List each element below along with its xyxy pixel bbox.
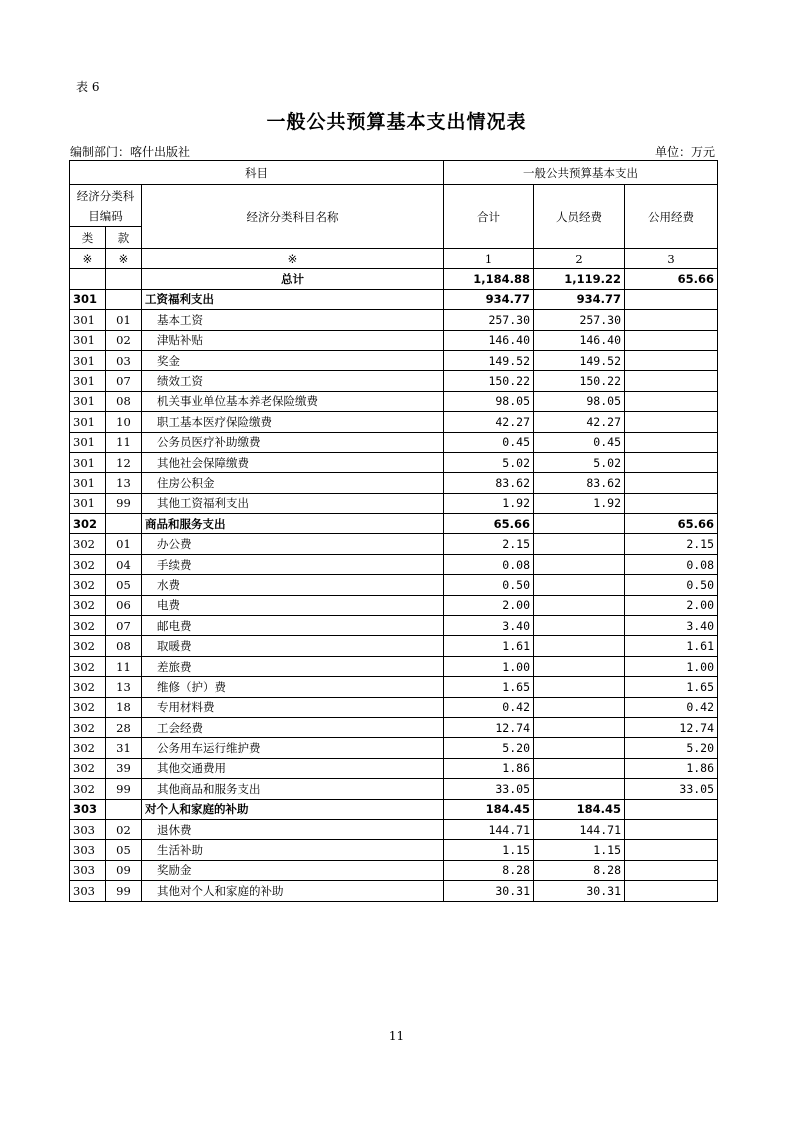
cell-public: 1.00 — [625, 656, 718, 676]
table-row — [70, 554, 718, 574]
cell-name: 其他工资福利支出 — [142, 493, 444, 513]
table-row — [70, 758, 718, 778]
cell-lei: 301 — [70, 473, 106, 493]
cell-lei: 303 — [70, 881, 106, 901]
cell-name: 总计 — [142, 269, 444, 289]
table-row — [70, 881, 718, 901]
cell-kuan: 13 — [106, 677, 142, 697]
cell-total: 0.42 — [444, 697, 534, 717]
cell-total: 83.62 — [444, 473, 534, 493]
cell-kuan: 39 — [106, 758, 142, 778]
cell-personnel — [534, 779, 625, 799]
cell-total: 5.20 — [444, 738, 534, 758]
cell-lei: 301 — [70, 330, 106, 350]
cell-name: 生活补助 — [142, 840, 444, 860]
header-row-top — [70, 161, 718, 185]
cell-total: 30.31 — [444, 881, 534, 901]
cell-lei: 301 — [70, 432, 106, 452]
cell-total: 0.50 — [444, 575, 534, 595]
cell-personnel: 5.02 — [534, 452, 625, 472]
cell-personnel: 8.28 — [534, 860, 625, 880]
header-budget: 一般公共预算基本支出 — [444, 161, 718, 185]
cell-personnel — [534, 697, 625, 717]
cell-total: 8.28 — [444, 860, 534, 880]
cell-lei: 302 — [70, 656, 106, 676]
cell-public: 12.74 — [625, 717, 718, 737]
cell-kuan — [106, 269, 142, 289]
table-number-label: 表 6 — [76, 80, 100, 94]
table-row — [70, 412, 718, 432]
cell-public: 2.15 — [625, 534, 718, 554]
cell-total: 33.05 — [444, 779, 534, 799]
cell-name: 机关事业单位基本养老保险缴费 — [142, 391, 444, 411]
cell-kuan — [106, 514, 142, 534]
cell-name: 奖金 — [142, 350, 444, 370]
cell-public: 33.05 — [625, 779, 718, 799]
cell-kuan: 07 — [106, 616, 142, 636]
expenditure-table — [69, 160, 718, 902]
table-row — [70, 350, 718, 370]
cell-personnel: 1.92 — [534, 493, 625, 513]
header-row-index — [70, 249, 718, 269]
cell-public — [625, 371, 718, 391]
cell-kuan: 05 — [106, 840, 142, 860]
cell-public: 1.61 — [625, 636, 718, 656]
table-row — [70, 310, 718, 330]
cell-kuan: 11 — [106, 432, 142, 452]
cell-kuan — [106, 289, 142, 309]
cell-name: 退休费 — [142, 819, 444, 839]
cell-public: 1.65 — [625, 677, 718, 697]
cell-name: 取暖费 — [142, 636, 444, 656]
cell-lei: 301 — [70, 452, 106, 472]
cell-public — [625, 799, 718, 819]
cell-public: 0.42 — [625, 697, 718, 717]
table-row — [70, 371, 718, 391]
cell-lei: 302 — [70, 595, 106, 615]
cell-public — [625, 412, 718, 432]
table-row — [70, 595, 718, 615]
table-row — [70, 738, 718, 758]
header-subject: 科目 — [70, 161, 444, 185]
cell-public — [625, 452, 718, 472]
cell-lei: 301 — [70, 350, 106, 370]
cell-public — [625, 330, 718, 350]
cell-total: 1.00 — [444, 656, 534, 676]
table-row — [70, 432, 718, 452]
cell-kuan: 11 — [106, 656, 142, 676]
unit-label: 单位：万元 — [654, 145, 715, 159]
cell-personnel — [534, 514, 625, 534]
cell-lei: 301 — [70, 310, 106, 330]
table-row — [70, 697, 718, 717]
header-total: 合计 — [444, 185, 534, 249]
cell-name: 工会经费 — [142, 717, 444, 737]
cell-name: 基本工资 — [142, 310, 444, 330]
cell-personnel: 1.15 — [534, 840, 625, 860]
cell-total: 146.40 — [444, 330, 534, 350]
table-row — [70, 656, 718, 676]
cell-public: 2.00 — [625, 595, 718, 615]
cell-kuan — [106, 799, 142, 819]
cell-lei: 302 — [70, 758, 106, 778]
table-row — [70, 860, 718, 880]
cell-lei: 302 — [70, 514, 106, 534]
cell-personnel: 0.45 — [534, 432, 625, 452]
cell-name: 邮电费 — [142, 616, 444, 636]
cell-lei: 301 — [70, 289, 106, 309]
cell-name: 水费 — [142, 575, 444, 595]
cell-name: 津贴补贴 — [142, 330, 444, 350]
cell-lei: 302 — [70, 534, 106, 554]
cell-name: 公务用车运行维护费 — [142, 738, 444, 758]
cell-name: 职工基本医疗保险缴费 — [142, 412, 444, 432]
cell-personnel: 934.77 — [534, 289, 625, 309]
cell-total: 1.86 — [444, 758, 534, 778]
cell-total: 42.27 — [444, 412, 534, 432]
cell-public — [625, 860, 718, 880]
cell-public — [625, 391, 718, 411]
cell-total: 0.45 — [444, 432, 534, 452]
cell-personnel — [534, 758, 625, 778]
cell-public — [625, 310, 718, 330]
cell-lei: 302 — [70, 717, 106, 737]
table-row — [70, 575, 718, 595]
cell-personnel: 146.40 — [534, 330, 625, 350]
table-row — [70, 840, 718, 860]
cell-lei: 302 — [70, 677, 106, 697]
cell-lei — [70, 269, 106, 289]
cell-total: 149.52 — [444, 350, 534, 370]
cell-personnel — [534, 717, 625, 737]
cell-personnel — [534, 656, 625, 676]
header-row-mid — [70, 185, 718, 227]
cell-personnel — [534, 636, 625, 656]
cell-lei: 303 — [70, 799, 106, 819]
header-code: 经济分类科目编码 — [70, 185, 142, 227]
cell-total: 150.22 — [444, 371, 534, 391]
cell-personnel — [534, 677, 625, 697]
cell-personnel: 257.30 — [534, 310, 625, 330]
cell-name: 其他对个人和家庭的补助 — [142, 881, 444, 901]
cell-total: 12.74 — [444, 717, 534, 737]
index-col-2: 2 — [534, 249, 625, 269]
cell-personnel: 144.71 — [534, 819, 625, 839]
cell-lei: 301 — [70, 391, 106, 411]
cell-personnel — [534, 534, 625, 554]
table-row — [70, 493, 718, 513]
cell-lei: 302 — [70, 697, 106, 717]
header-kuan: 款 — [106, 227, 142, 249]
cell-public — [625, 432, 718, 452]
cell-personnel: 30.31 — [534, 881, 625, 901]
cell-kuan: 28 — [106, 717, 142, 737]
cell-name: 维修（护）费 — [142, 677, 444, 697]
cell-kuan: 02 — [106, 330, 142, 350]
cell-personnel: 149.52 — [534, 350, 625, 370]
cell-kuan: 04 — [106, 554, 142, 574]
table-row — [70, 473, 718, 493]
table-row — [70, 779, 718, 799]
table-row — [70, 452, 718, 472]
cell-total: 3.40 — [444, 616, 534, 636]
marker-lei: ※ — [70, 249, 106, 269]
cell-lei: 301 — [70, 493, 106, 513]
cell-public — [625, 840, 718, 860]
page-title: 一般公共预算基本支出情况表 — [266, 111, 527, 133]
table-row — [70, 677, 718, 697]
table-row — [70, 799, 718, 819]
cell-lei: 301 — [70, 412, 106, 432]
cell-total: 934.77 — [444, 289, 534, 309]
cell-name: 商品和服务支出 — [142, 514, 444, 534]
cell-lei: 303 — [70, 819, 106, 839]
cell-kuan: 06 — [106, 595, 142, 615]
cell-lei: 302 — [70, 616, 106, 636]
table-row — [70, 330, 718, 350]
cell-name: 其他交通费用 — [142, 758, 444, 778]
page-number: 11 — [388, 1029, 405, 1043]
cell-kuan: 01 — [106, 534, 142, 554]
cell-name: 奖励金 — [142, 860, 444, 880]
table-row — [70, 636, 718, 656]
cell-name: 办公费 — [142, 534, 444, 554]
cell-public: 3.40 — [625, 616, 718, 636]
cell-personnel — [534, 554, 625, 574]
cell-public — [625, 473, 718, 493]
cell-personnel — [534, 575, 625, 595]
cell-kuan: 99 — [106, 493, 142, 513]
cell-public — [625, 493, 718, 513]
header-public: 公用经费 — [625, 185, 718, 249]
cell-kuan: 18 — [106, 697, 142, 717]
cell-total: 2.15 — [444, 534, 534, 554]
cell-name: 差旅费 — [142, 656, 444, 676]
cell-total: 98.05 — [444, 391, 534, 411]
cell-name: 专用材料费 — [142, 697, 444, 717]
cell-kuan: 09 — [106, 860, 142, 880]
table-row — [70, 514, 718, 534]
cell-public — [625, 881, 718, 901]
cell-public: 65.66 — [625, 514, 718, 534]
cell-lei: 303 — [70, 840, 106, 860]
marker-name: ※ — [142, 249, 444, 269]
header-name: 经济分类科目名称 — [142, 185, 444, 249]
cell-personnel: 150.22 — [534, 371, 625, 391]
cell-public: 0.50 — [625, 575, 718, 595]
cell-lei: 302 — [70, 575, 106, 595]
header-personnel: 人员经费 — [534, 185, 625, 249]
cell-kuan: 99 — [106, 881, 142, 901]
cell-name: 绩效工资 — [142, 371, 444, 391]
cell-total: 1.61 — [444, 636, 534, 656]
cell-lei: 302 — [70, 738, 106, 758]
cell-lei: 302 — [70, 779, 106, 799]
cell-kuan: 10 — [106, 412, 142, 432]
table-row — [70, 289, 718, 309]
cell-personnel: 98.05 — [534, 391, 625, 411]
index-col-3: 3 — [625, 249, 718, 269]
cell-kuan: 31 — [106, 738, 142, 758]
cell-name: 电费 — [142, 595, 444, 615]
cell-kuan: 12 — [106, 452, 142, 472]
cell-kuan: 08 — [106, 391, 142, 411]
cell-personnel — [534, 595, 625, 615]
cell-kuan: 01 — [106, 310, 142, 330]
cell-kuan: 13 — [106, 473, 142, 493]
cell-name: 工资福利支出 — [142, 289, 444, 309]
index-col-1: 1 — [444, 249, 534, 269]
table-row — [70, 616, 718, 636]
cell-public — [625, 350, 718, 370]
cell-personnel: 83.62 — [534, 473, 625, 493]
cell-public: 65.66 — [625, 269, 718, 289]
cell-name: 其他商品和服务支出 — [142, 779, 444, 799]
cell-kuan: 05 — [106, 575, 142, 595]
cell-name: 其他社会保障缴费 — [142, 452, 444, 472]
cell-lei: 303 — [70, 860, 106, 880]
cell-total: 5.02 — [444, 452, 534, 472]
table-row — [70, 269, 718, 289]
cell-personnel — [534, 616, 625, 636]
cell-lei: 302 — [70, 554, 106, 574]
cell-lei: 302 — [70, 636, 106, 656]
table-row — [70, 819, 718, 839]
header-lei: 类 — [70, 227, 106, 249]
cell-total: 65.66 — [444, 514, 534, 534]
cell-personnel: 184.45 — [534, 799, 625, 819]
marker-kuan: ※ — [106, 249, 142, 269]
cell-total: 184.45 — [444, 799, 534, 819]
cell-total: 1.65 — [444, 677, 534, 697]
cell-public — [625, 289, 718, 309]
cell-public: 1.86 — [625, 758, 718, 778]
cell-personnel: 42.27 — [534, 412, 625, 432]
cell-kuan: 07 — [106, 371, 142, 391]
cell-personnel — [534, 738, 625, 758]
cell-public: 5.20 — [625, 738, 718, 758]
table-row — [70, 534, 718, 554]
cell-total: 0.08 — [444, 554, 534, 574]
cell-total: 257.30 — [444, 310, 534, 330]
cell-name: 对个人和家庭的补助 — [142, 799, 444, 819]
cell-name: 住房公积金 — [142, 473, 444, 493]
cell-total: 1.92 — [444, 493, 534, 513]
department-label: 编制部门：喀什出版社 — [70, 145, 191, 159]
cell-total: 144.71 — [444, 819, 534, 839]
cell-kuan: 99 — [106, 779, 142, 799]
cell-lei: 301 — [70, 371, 106, 391]
table-row — [70, 391, 718, 411]
cell-public — [625, 819, 718, 839]
cell-total: 1,184.88 — [444, 269, 534, 289]
cell-total: 2.00 — [444, 595, 534, 615]
cell-kuan: 03 — [106, 350, 142, 370]
cell-name: 公务员医疗补助缴费 — [142, 432, 444, 452]
cell-kuan: 02 — [106, 819, 142, 839]
cell-personnel: 1,119.22 — [534, 269, 625, 289]
cell-total: 1.15 — [444, 840, 534, 860]
cell-name: 手续费 — [142, 554, 444, 574]
cell-public: 0.08 — [625, 554, 718, 574]
cell-kuan: 08 — [106, 636, 142, 656]
table-row — [70, 717, 718, 737]
